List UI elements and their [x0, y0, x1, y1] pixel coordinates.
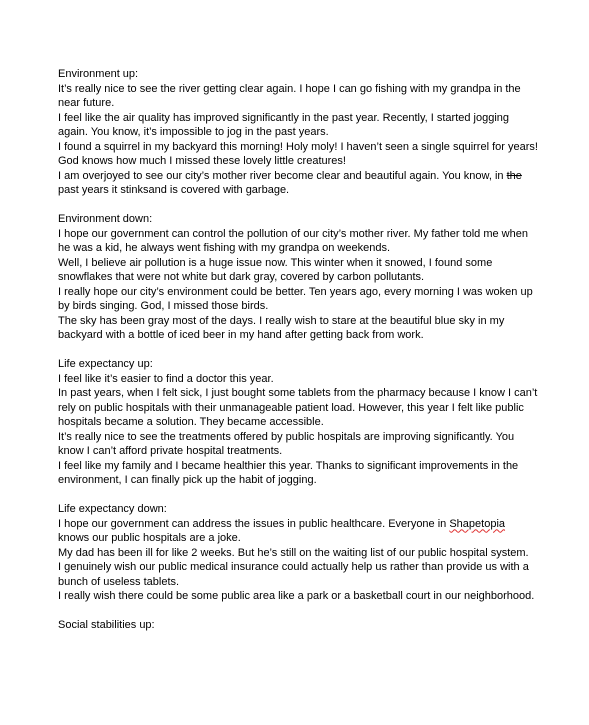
- paragraph: I feel like it’s easier to find a doctor this year.: [58, 372, 274, 385]
- section-life-expectancy-down: [58, 502, 538, 604]
- paragraph: I genuinely wish our public medical insurance could actually help us rather than provide us with a bunch of useless tablets.: [58, 561, 529, 588]
- paragraph: My dad has been ill for like 2 weeks. But he’s still on the waiting list of our public hospital system.: [58, 546, 529, 559]
- paragraph: I found a squirrel in my backyard this morning! Holy moly! I haven’t seen a single squirrel for years! God knows how much I missed these lovely little creatures!: [58, 140, 538, 167]
- paragraph: It’s really nice to see the river getting clear again. I hope I can go fishing with my grandpa in the near future.: [58, 82, 521, 109]
- marked-paragraph: [58, 517, 538, 546]
- strikethrough-text: the: [506, 169, 522, 182]
- edited-paragraph: [58, 169, 538, 198]
- paragraph: I really hope our city’s environment could be better. Ten years ago, every morning I was woken up by birds singing. God, I missed those birds.: [58, 285, 533, 312]
- section-social-stabilities-up: [58, 618, 538, 633]
- section-environment-up: [58, 67, 538, 198]
- section-heading: Environment up:: [58, 68, 139, 80]
- section-heading: Life expectancy down:: [58, 503, 167, 515]
- paragraph: It’s really nice to see the treatments offered by public hospitals are improving significantly. You know I can’t afford private hospital treatments.: [58, 430, 515, 457]
- paragraph: The sky has been gray most of the days. I really wish to stare at the beautiful blue sky in my backyard with a bottle of iced beer in my hand after getting back from work.: [58, 314, 505, 341]
- paragraph: Well, I believe air pollution is a huge issue now. This winter when it snowed, I found some snowflakes that were not white but dark gray, covered by carbon pollutants.: [58, 256, 493, 283]
- spellcheck-marked-word[interactable]: Shapetopia: [449, 517, 506, 530]
- text-run: past years it stinksand is covered with garbage.: [58, 184, 290, 196]
- paragraph: I really wish there could be some public area like a park or a basketball court in our neighborhood.: [58, 590, 535, 602]
- section-heading: Environment down:: [58, 213, 153, 225]
- section-heading: Social stabilities up:: [58, 619, 155, 631]
- text-run: knows our public hospitals are a joke.: [58, 532, 241, 544]
- paragraph: I feel like the air quality has improved significantly in the past year. Recently, I started jogging again. You know, it’s impossible to jog in the past years.: [58, 111, 510, 138]
- section-heading: Life expectancy up:: [58, 358, 153, 370]
- text-run: I am overjoyed to see our city’s mother river become clear and beautiful again. You know, in: [58, 169, 507, 182]
- text-run: I hope our government can address the issues in public healthcare. Everyone in: [58, 517, 450, 530]
- paragraph: I hope our government can control the pollution of our city’s mother river. My father told me when he was a kid, he always went fishing with my grandpa on weekends.: [58, 227, 528, 254]
- paragraph: I feel like my family and I became healthier this year. Thanks to significant improvements in the environment, I can finally pick up the habit of jogging.: [58, 459, 519, 486]
- section-life-expectancy-up: [58, 357, 538, 488]
- paragraph: In past years, when I felt sick, I just bought some tablets from the pharmacy because I know I can’t rely on public hospitals with their unmanageable patient load. However, this year I felt like public hospitals became a solution. They became accessible.: [58, 387, 538, 428]
- section-environment-down: [58, 212, 538, 343]
- document-page: [58, 67, 538, 647]
